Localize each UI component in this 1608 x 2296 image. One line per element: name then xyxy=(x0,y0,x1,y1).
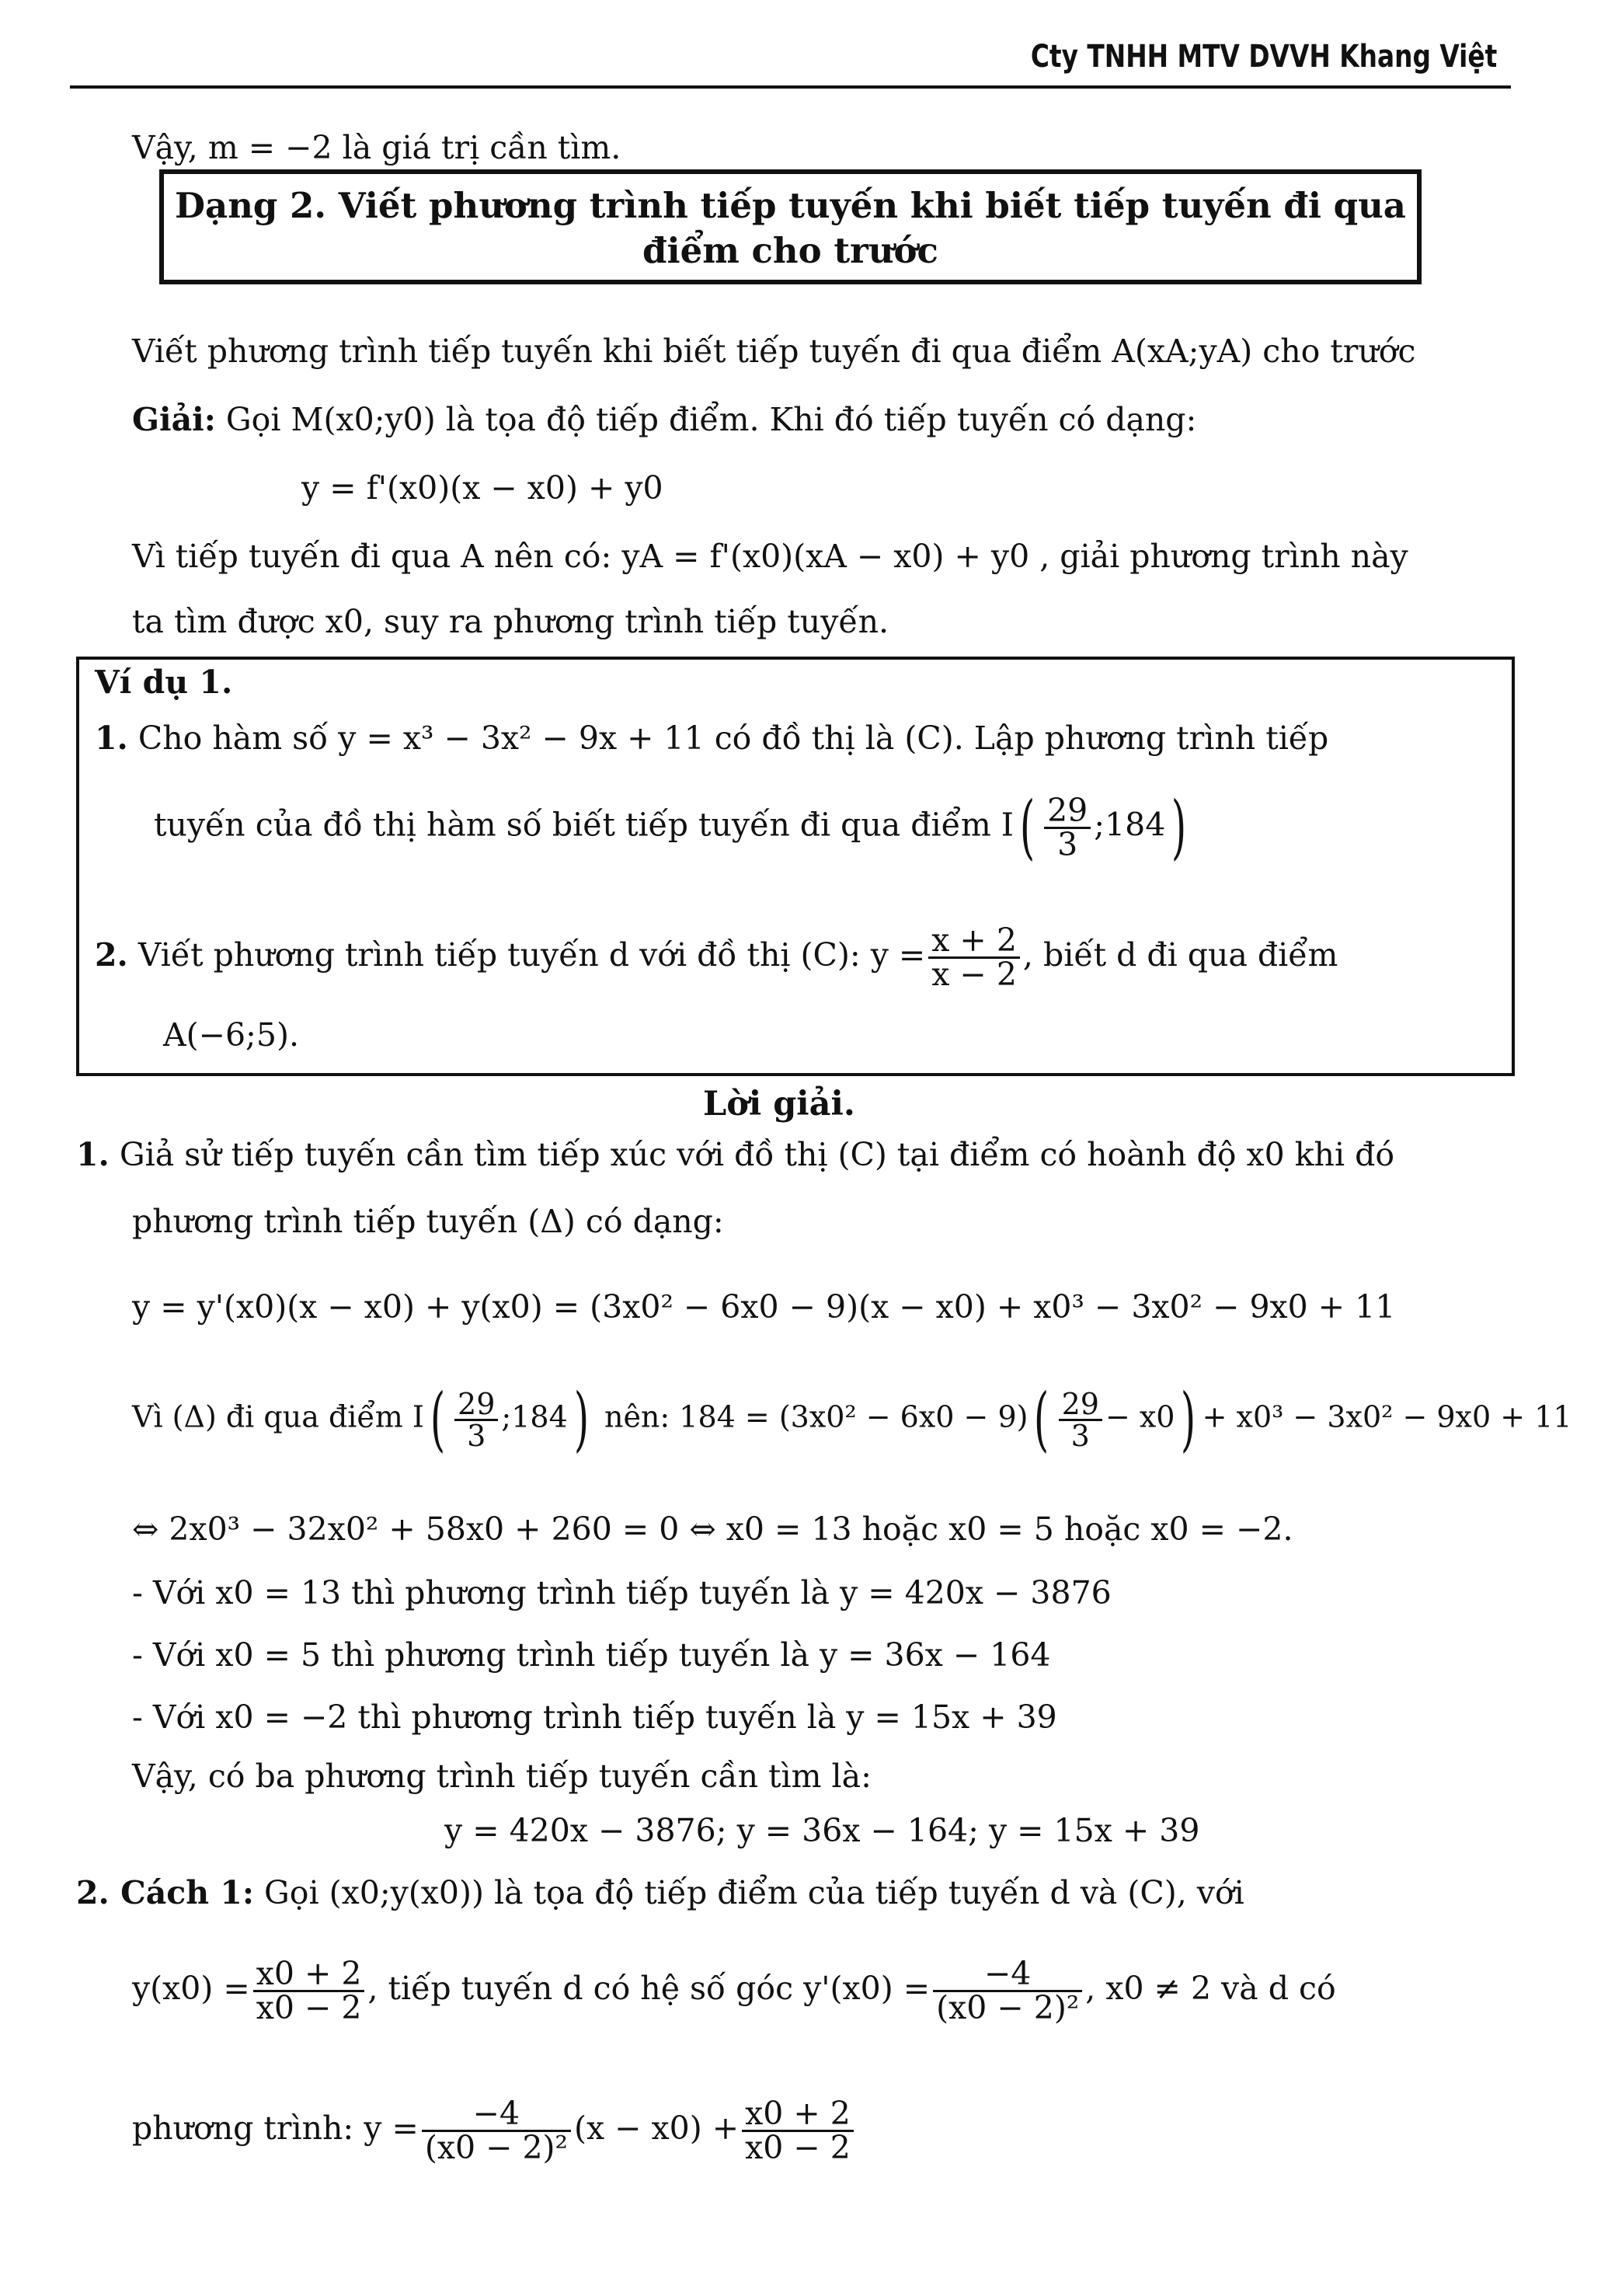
solution1-eq1: y = y'(x0)(x − x0) + y(x0) = (3x0² − 6x0 − 9)(x − x0) + x0³ − 3x0² − 9x0 + 11 xyxy=(132,1288,1396,1326)
point-tail: ;184 xyxy=(1094,806,1166,844)
solution1-case2: - Với x0 = 5 thì phương trình tiếp tuyến là y = 36x − 164 xyxy=(132,1636,1051,1674)
problem1-text: Cho hàm số y = x³ − 3x² − 9x + 11 có đồ thị là (C). Lập phương trình tiếp xyxy=(137,719,1329,757)
solution1-case1: - Với x0 = 13 thì phương trình tiếp tuyến là y = 420x − 3876 xyxy=(132,1574,1112,1611)
fraction-numerator: x0 + 2 xyxy=(742,2098,854,2132)
fraction xyxy=(1059,1386,1102,1453)
solution1-eq2 xyxy=(132,1378,1572,1460)
right-paren: ) xyxy=(1171,786,1187,868)
method-line2 xyxy=(132,401,1197,438)
s2-pt-part-a: phương trình: y = xyxy=(132,2110,419,2147)
fraction xyxy=(742,2095,854,2166)
section-title-line2: điểm cho trước xyxy=(642,230,938,271)
example-title: Ví dụ 1. xyxy=(95,664,233,701)
eq2-part-d: − x0 xyxy=(1105,1399,1175,1434)
method-line1: Viết phương trình tiếp tuyến khi biết tiếp tuyến đi qua điểm A(xA;yA) cho trước xyxy=(132,333,1416,370)
problem2-text-b: , biết d đi qua điểm xyxy=(1022,936,1338,974)
method-formula: y = f'(x0)(x − x0) + y0 xyxy=(301,469,663,507)
fraction xyxy=(933,1955,1082,2026)
fraction xyxy=(253,1955,365,2026)
fraction-numerator: x + 2 xyxy=(928,925,1020,959)
problem1-line2-text: tuyến của đồ thị hàm số biết tiếp tuyến đi qua điểm I xyxy=(154,806,1014,844)
example-problem2-line2: A(−6;5). xyxy=(163,1016,299,1054)
solve-label: Giải: xyxy=(132,401,216,438)
fraction-denominator: (x0 − 2)² xyxy=(936,1989,1080,2026)
eq2-part-b: ;184 xyxy=(501,1399,568,1434)
section-title-line1: Dạng 2. Viết phương trình tiếp tuyến khi biết tiếp tuyến đi qua xyxy=(175,185,1406,226)
left-paren: ( xyxy=(1034,1378,1049,1460)
solution-title: Lời giải. xyxy=(703,1085,855,1124)
solution1-number: 1. xyxy=(76,1136,110,1173)
fraction-numerator: 29 xyxy=(1044,795,1091,829)
problem2-number: 2. xyxy=(95,936,128,974)
fraction-denominator: 3 xyxy=(467,1418,486,1453)
solution2-eq xyxy=(132,1955,1336,2026)
solution1-conclusion: Vậy, có ba phương trình tiếp tuyến cần tìm là: xyxy=(132,1758,872,1795)
solution1-line1-text: Giả sử tiếp tuyến cần tìm tiếp xúc với đồ thị (C) tại điểm có hoành độ x0 khi đó xyxy=(119,1136,1395,1173)
method-line3: Vì tiếp tuyến đi qua A nên có: yA = f'(x0)(xA − x0) + y0 , giải phương trình này xyxy=(132,538,1408,575)
fraction-denominator: x0 − 2 xyxy=(745,2129,851,2166)
eq2-part-e: + x0³ − 3x0² − 9x0 + 11 xyxy=(1202,1399,1572,1434)
solution2-label: 2. Cách 1: xyxy=(76,1874,254,1911)
fraction-denominator: 3 xyxy=(1057,825,1078,863)
example-problem2-line1 xyxy=(95,922,1338,993)
fraction-numerator: 29 xyxy=(1059,1389,1102,1421)
fraction-numerator: −4 xyxy=(422,2098,571,2132)
example-problem1-line2 xyxy=(154,786,1192,868)
left-paren: ( xyxy=(1019,786,1035,868)
s2-eq-part-a: y(x0) = xyxy=(132,1970,250,2007)
s2-eq-part-c: , x0 ≠ 2 và d có xyxy=(1085,1970,1336,2007)
eq2-part-c: nên: 184 = (3x0² − 6x0 − 9) xyxy=(604,1399,1028,1434)
eq2-part-a: Vì (Δ) đi qua điểm I xyxy=(132,1399,424,1434)
fraction-denominator: x − 2 xyxy=(931,956,1017,993)
problem2-text-a: Viết phương trình tiếp tuyến d với đồ thị (C): y = xyxy=(137,936,926,974)
fraction-denominator: 3 xyxy=(1070,1418,1090,1453)
s2-pt-part-b: (x − x0) + xyxy=(573,2110,740,2147)
fraction-numerator: −4 xyxy=(933,1958,1082,1992)
s2-eq-part-b: , tiếp tuyến d có hệ số góc y'(x0) = xyxy=(367,1970,931,2007)
fraction xyxy=(928,922,1020,993)
solution1-case3: - Với x0 = −2 thì phương trình tiếp tuyến là y = 15x + 39 xyxy=(132,1698,1057,1736)
fraction xyxy=(422,2095,571,2166)
problem1-number: 1. xyxy=(95,719,128,757)
left-paren: ( xyxy=(430,1378,446,1460)
fraction-denominator: (x0 − 2)² xyxy=(424,2129,568,2166)
right-paren: ) xyxy=(573,1378,589,1460)
solution1-line1 xyxy=(76,1136,1395,1173)
solution1-line2: phương trình tiếp tuyến (Δ) có dạng: xyxy=(132,1203,724,1240)
fraction-numerator: 29 xyxy=(454,1389,498,1421)
right-paren: ) xyxy=(1181,1378,1196,1460)
solution2-line1 xyxy=(76,1874,1244,1911)
solution2-line1-text: Gọi (x0;y(x0)) là tọa độ tiếp điểm của tiếp tuyến d và (C), với xyxy=(264,1874,1244,1911)
fraction xyxy=(454,1386,498,1453)
section-title-box xyxy=(159,169,1422,284)
page-header xyxy=(70,37,1511,89)
solution1-eq3: ⇔ 2x0³ − 32x0² + 58x0 + 260 = 0 ⇔ x0 = 13 hoặc x0 = 5 hoặc x0 = −2. xyxy=(132,1510,1293,1548)
fraction xyxy=(1044,791,1091,863)
fraction-denominator: x0 − 2 xyxy=(256,1989,362,2026)
method-line2-text: Gọi M(x0;y0) là tọa độ tiếp điểm. Khi đó tiếp tuyến có dạng: xyxy=(225,401,1197,438)
example-problem1-line1 xyxy=(95,719,1329,757)
company-name: Cty TNHH MTV DVVH Khang Việt xyxy=(1030,39,1497,75)
solution1-result: y = 420x − 3876; y = 36x − 164; y = 15x + 39 xyxy=(444,1812,1200,1849)
intro-line: Vậy, m = −2 là giá trị cần tìm. xyxy=(132,129,621,166)
solution2-equation xyxy=(132,2095,857,2166)
fraction-numerator: x0 + 2 xyxy=(253,1958,365,1992)
method-line4: ta tìm được x0, suy ra phương trình tiếp tuyến. xyxy=(132,603,889,640)
